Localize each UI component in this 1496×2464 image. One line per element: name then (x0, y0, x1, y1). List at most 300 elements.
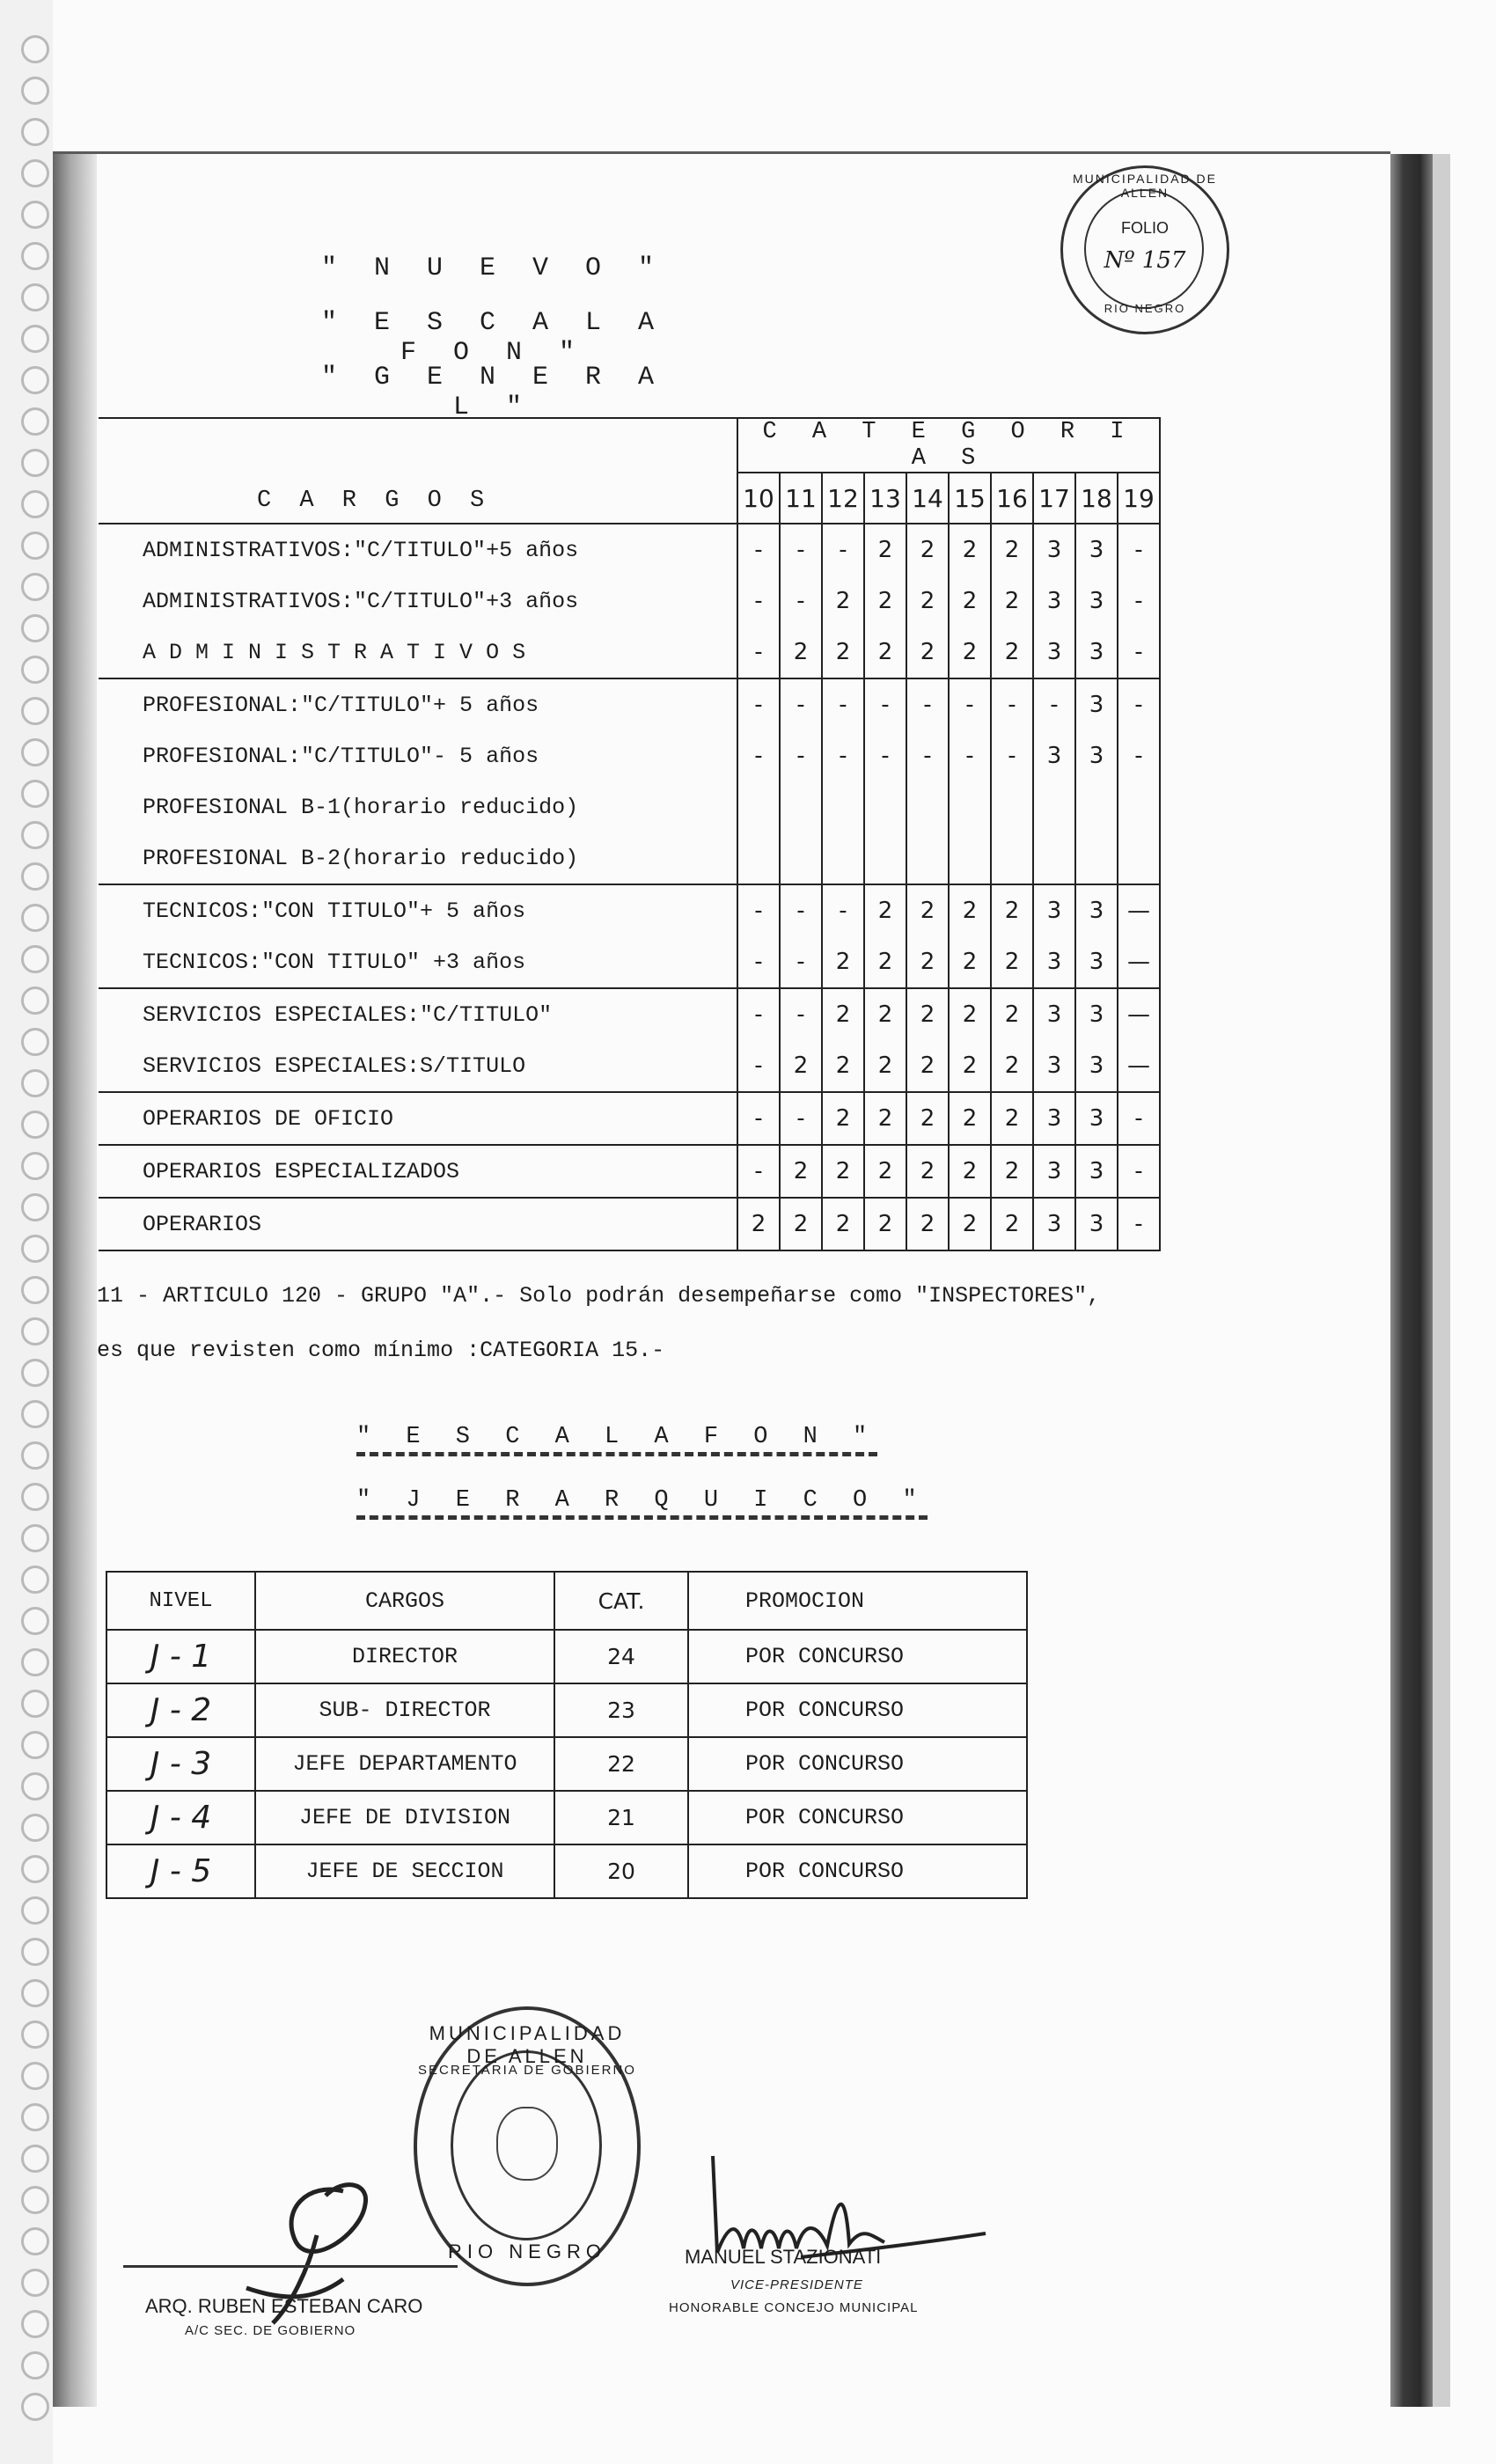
category-value-cell: - (780, 678, 822, 730)
category-value-cell: 2 (780, 1198, 822, 1250)
table-row (99, 524, 1160, 576)
nivel-cell: J - 2 (106, 1683, 255, 1737)
binder-ring (21, 2269, 49, 2297)
right-signer-role: VICE-PRESIDENTE (730, 2277, 863, 2292)
table-row (99, 832, 1160, 884)
binder-ring (21, 35, 49, 63)
binder-ring (21, 1111, 49, 1139)
right-signer-name: MANUEL STAZIONATI (685, 2246, 882, 2268)
cargo-cell: ADMINISTRATIVOS:"C/TITULO"+5 años (99, 524, 737, 576)
category-value-cell: 2 (822, 936, 864, 988)
cat-cell: 24 (554, 1630, 688, 1683)
paper-edge (53, 151, 1390, 154)
category-value-cell: 2 (822, 576, 864, 627)
jerarquico-header-row (106, 1572, 1027, 1630)
cargo-cell: PROFESIONAL B-1(horario reducido) (99, 781, 737, 832)
municipal-seal (414, 2006, 641, 2286)
category-value-cell: 3 (1075, 576, 1118, 627)
category-number: 12 (822, 473, 864, 524)
table-row (99, 1198, 1160, 1250)
category-value-cell: - (780, 936, 822, 988)
binder-ring (21, 1483, 49, 1511)
category-value-cell: - (1118, 1092, 1160, 1145)
category-value-cell (1075, 832, 1118, 884)
binder-ring (21, 1648, 49, 1676)
category-value-cell: - (780, 884, 822, 936)
category-value-cell (1033, 832, 1075, 884)
category-value-cell (991, 781, 1033, 832)
category-number: 13 (864, 473, 906, 524)
binder-ring (21, 2393, 49, 2421)
category-value-cell: - (780, 730, 822, 781)
category-value-cell: 2 (864, 1092, 906, 1145)
category-value-cell: 3 (1033, 730, 1075, 781)
category-value-cell: 2 (906, 884, 949, 936)
binder-ring (21, 242, 49, 270)
left-signer-role: A/C SEC. DE GOBIERNO (185, 2323, 356, 2338)
municipal-seal-top: MUNICIPALIDAD DE ALLEN (429, 2022, 626, 2067)
category-value-cell (1118, 781, 1160, 832)
category-value-cell: 3 (1033, 936, 1075, 988)
table-row (99, 1092, 1160, 1145)
binder-ring (21, 986, 49, 1015)
category-value-cell: 2 (949, 524, 991, 576)
binder-ring (21, 449, 49, 477)
category-value-cell: 2 (822, 627, 864, 678)
category-value-cell: - (991, 730, 1033, 781)
table-row (99, 781, 1160, 832)
binder-ring (21, 1979, 49, 2007)
note-articulo: 11 - ARTICULO 120 - GRUPO "A".- Solo podrán desempeñarse como "INSPECTORES", (97, 1283, 1101, 1309)
binder-ring (21, 2186, 49, 2214)
category-value-cell: - (1118, 1198, 1160, 1250)
table-row (99, 1145, 1160, 1198)
category-value-cell: - (780, 988, 822, 1040)
category-value-cell: 2 (949, 1145, 991, 1198)
category-value-cell: 2 (864, 884, 906, 936)
binder-ring (21, 1400, 49, 1428)
category-value-cell: 3 (1075, 1198, 1118, 1250)
binder-ring (21, 1524, 49, 1552)
table-row (106, 1844, 1027, 1898)
cargo-cell: ADMINISTRATIVOS:"C/TITULO"+3 años (99, 576, 737, 627)
category-value-cell: - (737, 1092, 780, 1145)
binder-ring (21, 1317, 49, 1346)
binder-ring (21, 1441, 49, 1470)
cargo-cell: PROFESIONAL:"C/TITULO"+ 5 años (99, 678, 737, 730)
category-number: 16 (991, 473, 1033, 524)
table-row (99, 936, 1160, 988)
category-value-cell: 2 (949, 1040, 991, 1092)
category-value-cell: 2 (991, 988, 1033, 1040)
category-value-cell: - (1033, 678, 1075, 730)
table-row (99, 576, 1160, 627)
category-value-cell: 3 (1033, 988, 1075, 1040)
category-value-cell: 2 (991, 1040, 1033, 1092)
category-value-cell: - (906, 678, 949, 730)
binder-ring (21, 904, 49, 932)
category-value-cell: - (1118, 576, 1160, 627)
category-value-cell (822, 832, 864, 884)
nivel-cell: J - 4 (106, 1791, 255, 1844)
category-value-cell: 2 (864, 936, 906, 988)
binder-ring (21, 490, 49, 518)
category-value-cell: 3 (1075, 1145, 1118, 1198)
category-number: 17 (1033, 473, 1075, 524)
subtitle-jerarquico: " J E R A R Q U I C O " (356, 1487, 928, 1520)
category-value-cell: - (737, 1040, 780, 1092)
table-row (106, 1630, 1027, 1683)
binder-ring (21, 366, 49, 394)
binder-ring (21, 1152, 49, 1180)
category-value-cell: - (1118, 1145, 1160, 1198)
note-categoria: es que revisten como mínimo :CATEGORIA 15.- (97, 1338, 665, 1363)
scan-shadow-left (53, 154, 97, 2407)
category-value-cell: - (737, 730, 780, 781)
category-value-cell: 2 (949, 988, 991, 1040)
binder-ring (21, 2020, 49, 2049)
cargo-cell: TECNICOS:"CON TITULO" +3 años (99, 936, 737, 988)
cargo-cell: JEFE DE DIVISION (255, 1791, 554, 1844)
category-value-cell (949, 781, 991, 832)
category-value-cell: 2 (949, 884, 991, 936)
binder-ring (21, 2145, 49, 2173)
category-value-cell: 3 (1075, 678, 1118, 730)
category-value-cell (906, 781, 949, 832)
category-value-cell: 2 (822, 988, 864, 1040)
category-value-cell: 3 (1033, 1092, 1075, 1145)
category-value-cell: 2 (864, 627, 906, 678)
cargo-cell: JEFE DE SECCION (255, 1844, 554, 1898)
category-value-cell: — (1118, 884, 1160, 936)
category-value-cell: — (1118, 936, 1160, 988)
category-value-cell: - (737, 988, 780, 1040)
category-value-cell: 3 (1033, 524, 1075, 576)
table-row (99, 730, 1160, 781)
category-number: 11 (780, 473, 822, 524)
title-escalafon: " E S C A L A F O N " (320, 308, 665, 368)
category-value-cell (737, 832, 780, 884)
table-row (106, 1791, 1027, 1844)
nivel-cell: J - 3 (106, 1737, 255, 1791)
category-value-cell: - (780, 1092, 822, 1145)
category-value-cell: 2 (906, 524, 949, 576)
binder-ring (21, 1772, 49, 1800)
category-value-cell: 2 (780, 627, 822, 678)
binder-ring (21, 325, 49, 353)
category-value-cell: 2 (991, 936, 1033, 988)
category-value-cell: - (864, 730, 906, 781)
cat-cell: 20 (554, 1844, 688, 1898)
category-value-cell (1033, 781, 1075, 832)
binder-ring (21, 862, 49, 891)
category-value-cell: 3 (1033, 1145, 1075, 1198)
category-value-cell: - (949, 678, 991, 730)
binder-ring (21, 118, 49, 146)
category-value-cell (1118, 832, 1160, 884)
category-value-cell: 2 (991, 1092, 1033, 1145)
category-value-cell: - (737, 1145, 780, 1198)
promocion-cell: POR CONCURSO (688, 1683, 1027, 1737)
category-value-cell: 3 (1033, 1198, 1075, 1250)
binder-ring (21, 656, 49, 684)
category-value-cell: - (822, 678, 864, 730)
category-value-cell: 2 (906, 988, 949, 1040)
category-value-cell: - (737, 936, 780, 988)
binder-ring (21, 1938, 49, 1966)
binder-ring (21, 283, 49, 312)
binder-ring (21, 1855, 49, 1883)
category-value-cell (737, 781, 780, 832)
folio-stamp-bottom: RIO NEGRO (1104, 302, 1186, 315)
category-value-cell: 2 (991, 884, 1033, 936)
binder-ring (21, 2103, 49, 2131)
category-value-cell (822, 781, 864, 832)
cat-header: CAT. (554, 1572, 688, 1630)
binder-ring (21, 821, 49, 849)
category-value-cell: 3 (1033, 884, 1075, 936)
cargo-cell: SUB- DIRECTOR (255, 1683, 554, 1737)
table-row (99, 678, 1160, 730)
cargo-cell: A D M I N I S T R A T I V O S (99, 627, 737, 678)
cargo-cell: OPERARIOS ESPECIALIZADOS (99, 1145, 737, 1198)
category-value-cell: 2 (864, 1145, 906, 1198)
category-number: 10 (737, 473, 780, 524)
nivel-cell: J - 1 (106, 1630, 255, 1683)
promocion-cell: POR CONCURSO (688, 1844, 1027, 1898)
category-value-cell: - (737, 524, 780, 576)
escalafon-jerarquico-body (106, 1572, 1027, 1898)
category-value-cell: 2 (949, 1198, 991, 1250)
table-row (99, 627, 1160, 678)
title-nuevo: " N U E V O " (320, 253, 665, 283)
binder-ring (21, 780, 49, 808)
category-value-cell: - (1118, 678, 1160, 730)
left-signer-name: ARQ. RUBEN ESTEBAN CARO (145, 2295, 423, 2317)
binder-ring (21, 1607, 49, 1635)
folio-stamp (1060, 165, 1229, 334)
binder-ring (21, 2227, 49, 2255)
binder-ring (21, 1069, 49, 1097)
category-value-cell: 3 (1075, 627, 1118, 678)
category-value-cell: 2 (780, 1145, 822, 1198)
category-value-cell (991, 832, 1033, 884)
table-header-row (99, 418, 1160, 473)
category-value-cell (949, 832, 991, 884)
category-value-cell (1075, 781, 1118, 832)
promocion-cell: POR CONCURSO (688, 1791, 1027, 1844)
binder-ring (21, 1814, 49, 1842)
category-value-cell: 2 (822, 1092, 864, 1145)
binder-ring (21, 1276, 49, 1304)
table-row (99, 884, 1160, 936)
category-value-cell (780, 832, 822, 884)
binder-ring (21, 697, 49, 725)
category-value-cell: 3 (1075, 1040, 1118, 1092)
escalafon-jerarquico-table (106, 1571, 1028, 1899)
category-value-cell: 2 (949, 1092, 991, 1145)
category-value-cell: 2 (991, 576, 1033, 627)
binder-ring (21, 1731, 49, 1759)
category-value-cell: 3 (1033, 1040, 1075, 1092)
binder-ring (21, 159, 49, 187)
category-value-cell: 2 (822, 1145, 864, 1198)
category-value-cell: 2 (906, 1198, 949, 1250)
binder-ring (21, 1896, 49, 1925)
folio-stamp-top: MUNICIPALIDAD DE ALLEN (1073, 172, 1217, 200)
category-value-cell: 3 (1075, 936, 1118, 988)
category-value-cell: - (737, 576, 780, 627)
category-value-cell (864, 781, 906, 832)
folio-stamp-label: FOLIO (1120, 219, 1169, 237)
category-value-cell: — (1118, 988, 1160, 1040)
category-value-cell: - (991, 678, 1033, 730)
binder-ring (21, 945, 49, 973)
table-row (106, 1737, 1027, 1791)
category-value-cell: 2 (906, 1040, 949, 1092)
promocion-header: PROMOCION (688, 1572, 1027, 1630)
category-value-cell: - (906, 730, 949, 781)
escalafon-general-table (99, 417, 1161, 1251)
category-value-cell: - (864, 678, 906, 730)
binder-ring (21, 614, 49, 642)
category-value-cell: 2 (906, 1145, 949, 1198)
category-value-cell: 2 (906, 627, 949, 678)
binder-ring (21, 738, 49, 766)
binder-ring (21, 1566, 49, 1594)
category-value-cell: 3 (1075, 1092, 1118, 1145)
cargos-header: CARGOS (255, 1572, 554, 1630)
escalafon-general-body (99, 418, 1160, 1250)
table-row (99, 1040, 1160, 1092)
promocion-cell: POR CONCURSO (688, 1630, 1027, 1683)
binder-ring (21, 1690, 49, 1718)
category-number: 18 (1075, 473, 1118, 524)
category-value-cell (780, 781, 822, 832)
cargo-cell: OPERARIOS DE OFICIO (99, 1092, 737, 1145)
cargo-cell: PROFESIONAL B-2(horario reducido) (99, 832, 737, 884)
binder-ring (21, 201, 49, 229)
binder-ring (21, 1193, 49, 1221)
nivel-header: NIVEL (106, 1572, 255, 1630)
category-value-cell: 2 (949, 936, 991, 988)
category-value-cell: 3 (1033, 576, 1075, 627)
category-value-cell: 3 (1075, 988, 1118, 1040)
category-value-cell: 3 (1033, 627, 1075, 678)
category-value-cell: 2 (949, 576, 991, 627)
category-value-cell: 2 (864, 1198, 906, 1250)
cargo-cell: PROFESIONAL:"C/TITULO"- 5 años (99, 730, 737, 781)
category-value-cell: 2 (991, 524, 1033, 576)
municipal-seal-bottom: RIO NEGRO (448, 2240, 606, 2262)
binder-ring (21, 2310, 49, 2338)
category-value-cell (864, 832, 906, 884)
category-value-cell: - (1118, 730, 1160, 781)
scan-shadow-right (1390, 154, 1433, 2407)
cargo-cell: JEFE DEPARTAMENTO (255, 1737, 554, 1791)
cargo-cell: OPERARIOS (99, 1198, 737, 1250)
left-signature-line (123, 2265, 458, 2268)
binder-ring (21, 573, 49, 601)
category-value-cell: - (949, 730, 991, 781)
category-value-cell: - (780, 576, 822, 627)
cat-cell: 21 (554, 1791, 688, 1844)
categorias-header: C A T E G O R I A S (737, 418, 1160, 473)
cargos-header: C A R G O S (99, 418, 737, 524)
table-row (106, 1683, 1027, 1737)
cargo-cell: TECNICOS:"CON TITULO"+ 5 años (99, 884, 737, 936)
scan-edge-right (1433, 154, 1450, 2407)
category-value-cell: - (822, 884, 864, 936)
binder-ring (21, 532, 49, 560)
category-value-cell: 2 (906, 576, 949, 627)
municipal-seal-inner: SECRETARIA DE GOBIERNO (418, 2063, 636, 2078)
cat-cell: 23 (554, 1683, 688, 1737)
binder-ring (21, 1028, 49, 1056)
cargo-cell: DIRECTOR (255, 1630, 554, 1683)
subtitle-escalafon: " E S C A L A F O N " (356, 1424, 877, 1456)
category-value-cell: 2 (991, 1198, 1033, 1250)
category-value-cell: 3 (1075, 730, 1118, 781)
cargo-cell: SERVICIOS ESPECIALES:"C/TITULO" (99, 988, 737, 1040)
category-value-cell: - (822, 730, 864, 781)
binder-ring (21, 77, 49, 105)
category-value-cell: 2 (864, 524, 906, 576)
category-value-cell: 2 (949, 627, 991, 678)
category-value-cell: 2 (906, 1092, 949, 1145)
binder-ring (21, 2062, 49, 2090)
promocion-cell: POR CONCURSO (688, 1737, 1027, 1791)
category-value-cell: 2 (822, 1198, 864, 1250)
category-value-cell: 2 (737, 1198, 780, 1250)
table-row (99, 988, 1160, 1040)
category-value-cell: 2 (864, 576, 906, 627)
category-value-cell: - (822, 524, 864, 576)
binder-ring (21, 1235, 49, 1263)
category-value-cell: — (1118, 1040, 1160, 1092)
category-value-cell: 3 (1075, 884, 1118, 936)
category-value-cell (906, 832, 949, 884)
category-value-cell: - (737, 627, 780, 678)
category-number: 14 (906, 473, 949, 524)
binder-ring (21, 407, 49, 436)
category-number: 19 (1118, 473, 1160, 524)
category-value-cell: 2 (991, 1145, 1033, 1198)
category-value-cell: 2 (822, 1040, 864, 1092)
category-value-cell: 2 (780, 1040, 822, 1092)
category-number: 15 (949, 473, 991, 524)
category-value-cell: 3 (1075, 524, 1118, 576)
municipal-seal-emblem (496, 2107, 558, 2181)
category-value-cell: 2 (864, 988, 906, 1040)
category-value-cell: - (780, 524, 822, 576)
category-value-cell: - (1118, 524, 1160, 576)
title-general: " G E N E R A L " (320, 363, 665, 422)
nivel-cell: J - 5 (106, 1844, 255, 1898)
cat-cell: 22 (554, 1737, 688, 1791)
binder-ring (21, 2351, 49, 2380)
cargo-cell: SERVICIOS ESPECIALES:S/TITULO (99, 1040, 737, 1092)
category-value-cell: - (1118, 627, 1160, 678)
right-signer-org: HONORABLE CONCEJO MUNICIPAL (669, 2300, 919, 2315)
folio-stamp-number: Nº 157 (1104, 247, 1186, 274)
category-value-cell: - (737, 678, 780, 730)
category-value-cell: - (737, 884, 780, 936)
category-value-cell: 2 (864, 1040, 906, 1092)
category-value-cell: 2 (991, 627, 1033, 678)
category-value-cell: 2 (906, 936, 949, 988)
binder-ring (21, 1359, 49, 1387)
